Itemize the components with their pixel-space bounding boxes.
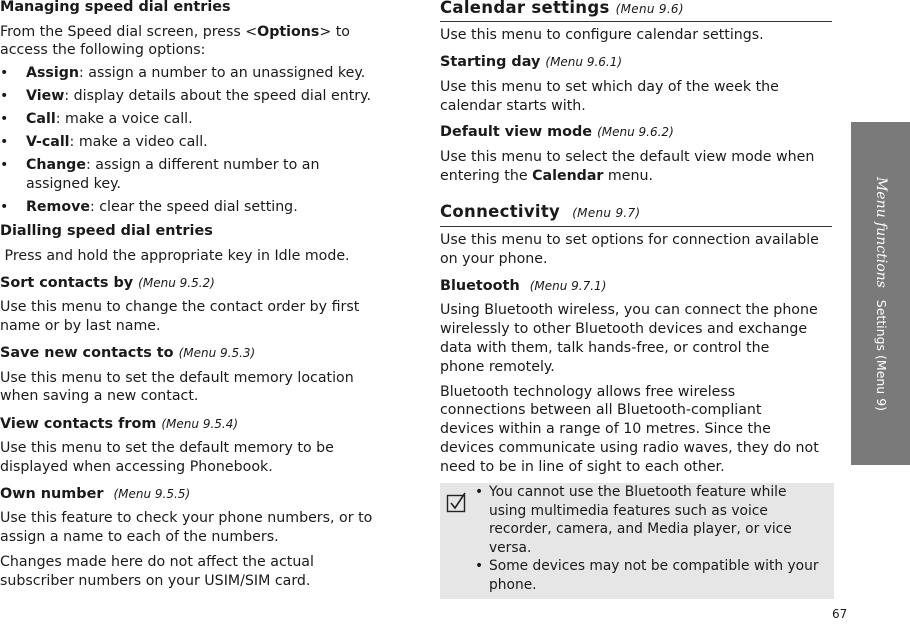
note-item: • Some devices may not be compatible with your phone. <box>475 558 819 593</box>
view-heading: View contacts from (Menu 9.5.4) <box>0 416 239 432</box>
bluetooth-text-2: Bluetooth technology allows free wireless <box>440 384 736 400</box>
bluetooth-text-2: devices within a range of 10 metres. Since the <box>440 421 771 437</box>
page-number: 67 <box>832 607 848 621</box>
calendar-text: Use this menu to configure calendar settings. <box>440 27 764 43</box>
note-check-icon <box>446 491 468 513</box>
own-text-2: assign a name to each of the numbers. <box>0 529 279 545</box>
sort-text: Use this menu to change the contact order by first <box>0 299 360 315</box>
own-text-4: subscriber numbers on your USIM/SIM card. <box>0 573 311 589</box>
save-text-2: when saving a new contact. <box>0 388 199 404</box>
section-divider <box>440 226 832 227</box>
bluetooth-heading: Bluetooth (Menu 9.7.1) <box>440 278 607 294</box>
bluetooth-text-2: devices communicate using radio waves, they do not <box>440 440 819 456</box>
own-text-3: Changes made here do not affect the actual <box>0 554 314 570</box>
sort-heading: Sort contacts by (Menu 9.5.2) <box>0 275 215 291</box>
default-view-text-2: entering the Calendar menu. <box>440 168 653 184</box>
starting-day-heading: Starting day (Menu 9.6.1) <box>440 54 623 70</box>
dialling-heading: Dialling speed dial entries <box>0 223 213 239</box>
bluetooth-text-2: connections between all Bluetooth-compliant <box>440 402 762 418</box>
bluetooth-text: phone remotely. <box>440 359 555 375</box>
chapter-side-tab <box>851 122 910 465</box>
view-text-2: displayed when accessing Phonebook. <box>0 459 273 475</box>
default-view-heading: Default view mode (Menu 9.6.2) <box>440 124 674 140</box>
starting-day-text: Use this menu to set which day of the week the <box>440 79 779 95</box>
speed-dial-intro-2: access the following options: <box>0 42 206 58</box>
save-text: Use this menu to set the default memory location <box>0 370 354 386</box>
note-item: • You cannot use the Bluetooth feature while using multimedia features such as voice recorder, camera, and Media player, or vice versa. <box>475 484 792 556</box>
default-view-text: Use this menu to select the default view mode when <box>440 149 815 165</box>
save-heading: Save new contacts to (Menu 9.5.3) <box>0 345 256 361</box>
bluetooth-text: data with them, talk hands-free, or control the <box>440 340 770 356</box>
dialling-text: Press and hold the appropriate key in Idle mode. <box>0 248 350 264</box>
calendar-heading: Calendar settings (Menu 9.6) <box>440 0 684 17</box>
bluetooth-text: wirelessly to other Bluetooth devices and exchange <box>440 321 808 337</box>
connectivity-text: Use this menu to set options for connection available <box>440 232 819 248</box>
section-divider <box>440 21 832 22</box>
own-text: Use this feature to check your phone numbers, or to <box>0 510 373 526</box>
sort-text-2: name or by last name. <box>0 318 161 334</box>
view-text: Use this menu to set the default memory to be <box>0 440 334 456</box>
connectivity-heading: Connectivity (Menu 9.7) <box>440 202 641 221</box>
bluetooth-text-2: need to be in line of sight to each other. <box>440 459 725 475</box>
note-box <box>440 483 834 599</box>
speed-dial-heading: Managing speed dial entries <box>0 0 231 15</box>
connectivity-text-2: on your phone. <box>440 251 548 267</box>
speed-dial-intro: From the Speed dial screen, press <Options> to <box>0 24 350 40</box>
bluetooth-text: Using Bluetooth wireless, you can connect the phone <box>440 302 818 318</box>
side-tab-label: Menu functions Settings (Menu 9) <box>872 176 889 411</box>
own-number-heading: Own number (Menu 9.5.5) <box>0 486 191 502</box>
starting-day-text-2: calendar starts with. <box>440 98 586 114</box>
